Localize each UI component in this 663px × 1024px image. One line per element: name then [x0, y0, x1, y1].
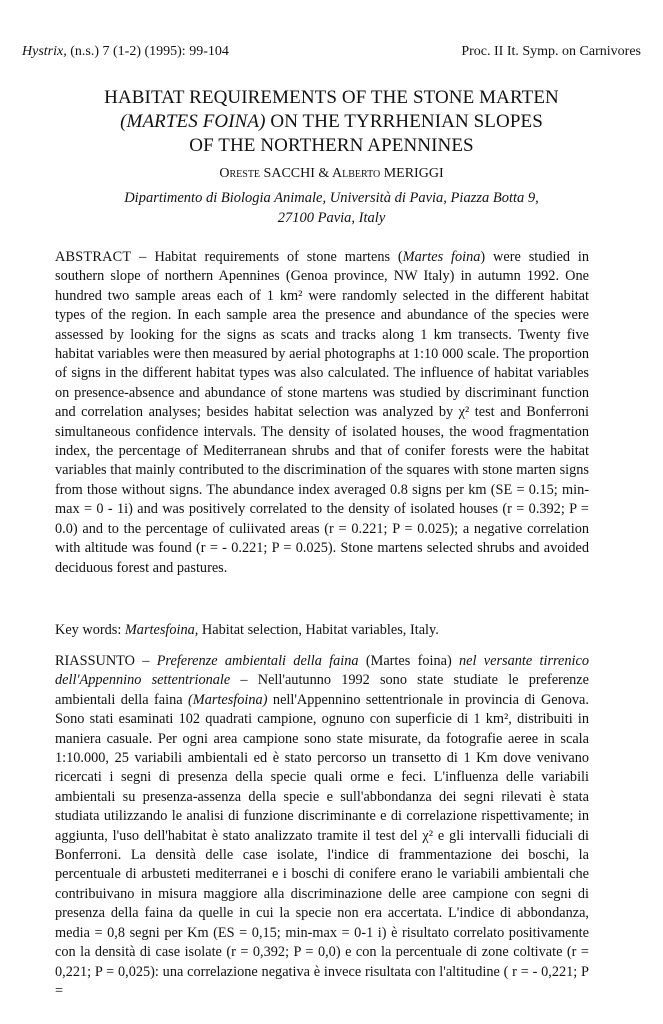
- riassunto-text-2: nell'Appennino settentrionale in provincia di Genova. Sono stati esaminati 102 quadrati campione, ognuno con superficie di 1 km², distribuiti in maniera casuale. Per ogni area campione sono state misurate, da fotografie aeree in scala 1:10.000, 25 variabili ambientali ed è stato percorso un transetto di 1 Km dove venivano ricercati i segni di presenza della specie quali orme e feci. L'influenza delle variabili ambientali su presenza-assenza della specie e sull'abbondanza dei segni rilevati è stata studiata utilizzando le analisi di funzione discriminante e di correlazione rispettivamente; in aggiunta, l'uso dell'habitat è stato analizzato tramite il test del χ² e gli intervalli fiduciali di Bonferroni. La densità delle case isolate, l'indice di frammentazione dei boschi, la percentuale di arbusteti mediterranei e i boschi di conifere erano le variabili ambientali che contribuivano in misura maggiore alla discriminazione delle aree campione con segni di presenza della faina da quelle in cui la specie non era accertata. L'indice di abbondanza, media = 0,8 segni per Km (ES = 0,15; min-max = 0-1 i) è risultato correlato positivamente con la densità di case isolate (r = 0,392; P = 0,0) e con la percentuale di zone coltivate (r = 0,221; P = 0,025): una correlazione negativa è invece risultata con l'altitudine ( r = - 0,221; P =: [55, 691, 589, 999]
- abstract-species: Martes foina: [402, 249, 481, 265]
- riassunto-label: RIASSUNTO –: [55, 653, 157, 669]
- title-line-2-rest: ON THE TYRRHENIAN SLOPES: [265, 111, 543, 132]
- keywords-label: Key words:: [55, 622, 125, 638]
- author-list: Oreste SACCHI & Alberto MERIGGI: [219, 166, 444, 181]
- affiliation-line-2: 27100 Pavia, Italy: [277, 210, 386, 226]
- riassunto-text-1: – Nell'autunno 1992 sono state studiate le preferenze ambientali della faina: [55, 672, 590, 708]
- keywords-rest: Habitat selection, Habitat variables, Italy.: [198, 622, 439, 638]
- riassunto-species: (Martesfoina): [188, 691, 268, 708]
- abstract-text-1: Habitat requirements of stone martens (: [154, 249, 403, 265]
- journal-citation: [22, 44, 229, 60]
- title-line-1: HABITAT REQUIREMENTS OF THE STONE MARTEN: [104, 87, 559, 108]
- journal-name: Hystrix,: [22, 44, 67, 59]
- abstract: [55, 248, 589, 578]
- title-line-3: OF THE NORTHERN APENNINES: [189, 135, 474, 156]
- abstract-label: ABSTRACT –: [55, 249, 155, 265]
- abstract-paragraph: [55, 248, 589, 578]
- title-line-2: [40, 110, 623, 134]
- riassunto-title-plain: (Martes foina): [358, 653, 460, 669]
- title-species: (MARTES FOINA): [120, 111, 266, 132]
- keywords-species: Martesfoina,: [124, 622, 199, 638]
- riassunto-title-2: nel versante tirrenico dell'Appennino settentrionale: [55, 653, 590, 689]
- affiliation: [40, 188, 623, 228]
- riassunto-title-1: Preferenze ambientali della faina: [156, 653, 359, 669]
- proceedings-label: Proc. II It. Symp. on Carnivores: [461, 44, 641, 59]
- keywords: [55, 621, 589, 640]
- abstract-text-2: ) were studied in southern slope of northern Apennines (Genoa province, NW Italy) in autumn 1992. One hundred two sample areas each of 1 km² were randomly selected in the different habitat types of the region. In each sample area the presence and abundance of the species were assessed by looking for the signs as scats and tracks along 1 km transects. Twenty five habitat variables were then measured by aerial photographs at 1:10 000 scale. The proportion of signs in the different habitat types was also calculated. The influence of habitat variables on presence-absence and abundance of stone martens was studied by discriminant function and correlation analyses; besides habitat selection was analyzed by χ² test and Bonferroni simultaneous confidence intervals. The density of isolated houses, the wood fragmentation index, the percentage of Mediterranean shrubs and that of conifer forests were the habitat variables that mainly contributed to the discrimination of the squares with stone marten signs from those without signs. The abundance index averaged 0.8 signs per km (SE = 0.15; min-max = 0 - 1i) and was positively correlated to the density of isolated houses (r = 0.392; P = 0.0) and to the percentage of culiivated areas (r = 0.221; P = 0.025); a negative correlation with altitude was found (r = - 0.221; P = 0.025). Stone martens selected shrubs and avoided deciduous forest and pastures.: [55, 249, 589, 576]
- citation-detail: (n.s.) 7 (1-2) (1995): 99-104: [66, 44, 229, 59]
- affiliation-line-1: Dipartimento di Biologia Animale, Università di Pavia, Piazza Botta 9,: [124, 190, 539, 206]
- paper-title: [40, 86, 623, 158]
- riassunto: [55, 652, 589, 1001]
- running-header: [22, 44, 641, 62]
